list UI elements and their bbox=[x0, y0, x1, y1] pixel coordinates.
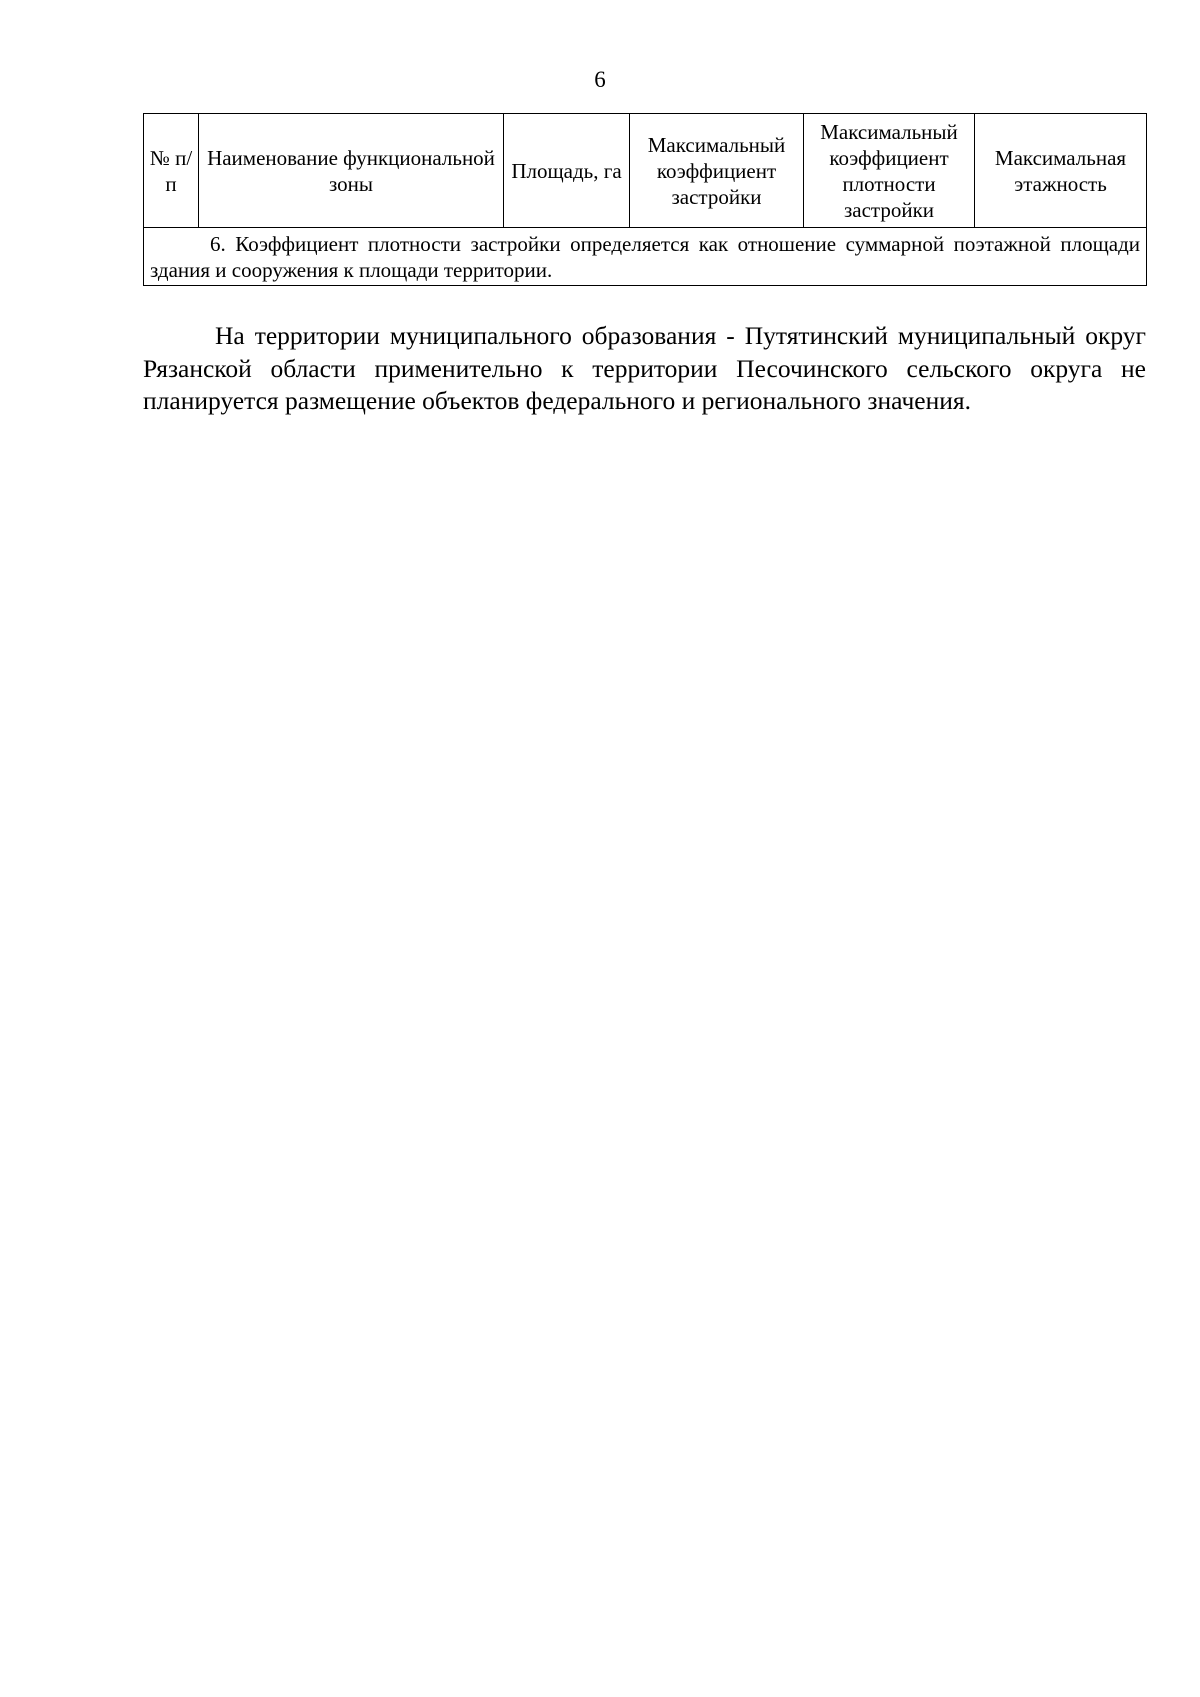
table-note-row bbox=[144, 228, 1147, 286]
header-area: Площадь, га bbox=[504, 114, 630, 228]
header-zone-name: Наименование функциональной зоны bbox=[199, 114, 504, 228]
body-paragraph: На территории муниципального образования - Путятинский муниципальный округ Рязанской области применительно к территории Песочинского сельского округа не планируется размещение объектов федерального и регионального значения. bbox=[143, 321, 1146, 415]
zones-table bbox=[143, 113, 1147, 286]
table-header-row bbox=[144, 114, 1147, 228]
table-note-text: 6. Коэффициент плотности застройки определяется как отношение суммарной поэтажной площади здания и сооружения к площади территории. bbox=[150, 231, 1140, 282]
header-max-coefficient: Максимальный коэффициент застройки bbox=[630, 114, 804, 228]
header-max-density-coefficient: Максимальный коэффициент плотности застройки bbox=[804, 114, 975, 228]
table-note-cell bbox=[144, 228, 1147, 286]
header-max-floors: Максимальная этажность bbox=[975, 114, 1147, 228]
page-number: 6 bbox=[594, 67, 606, 92]
header-num: № п/п bbox=[144, 114, 199, 228]
